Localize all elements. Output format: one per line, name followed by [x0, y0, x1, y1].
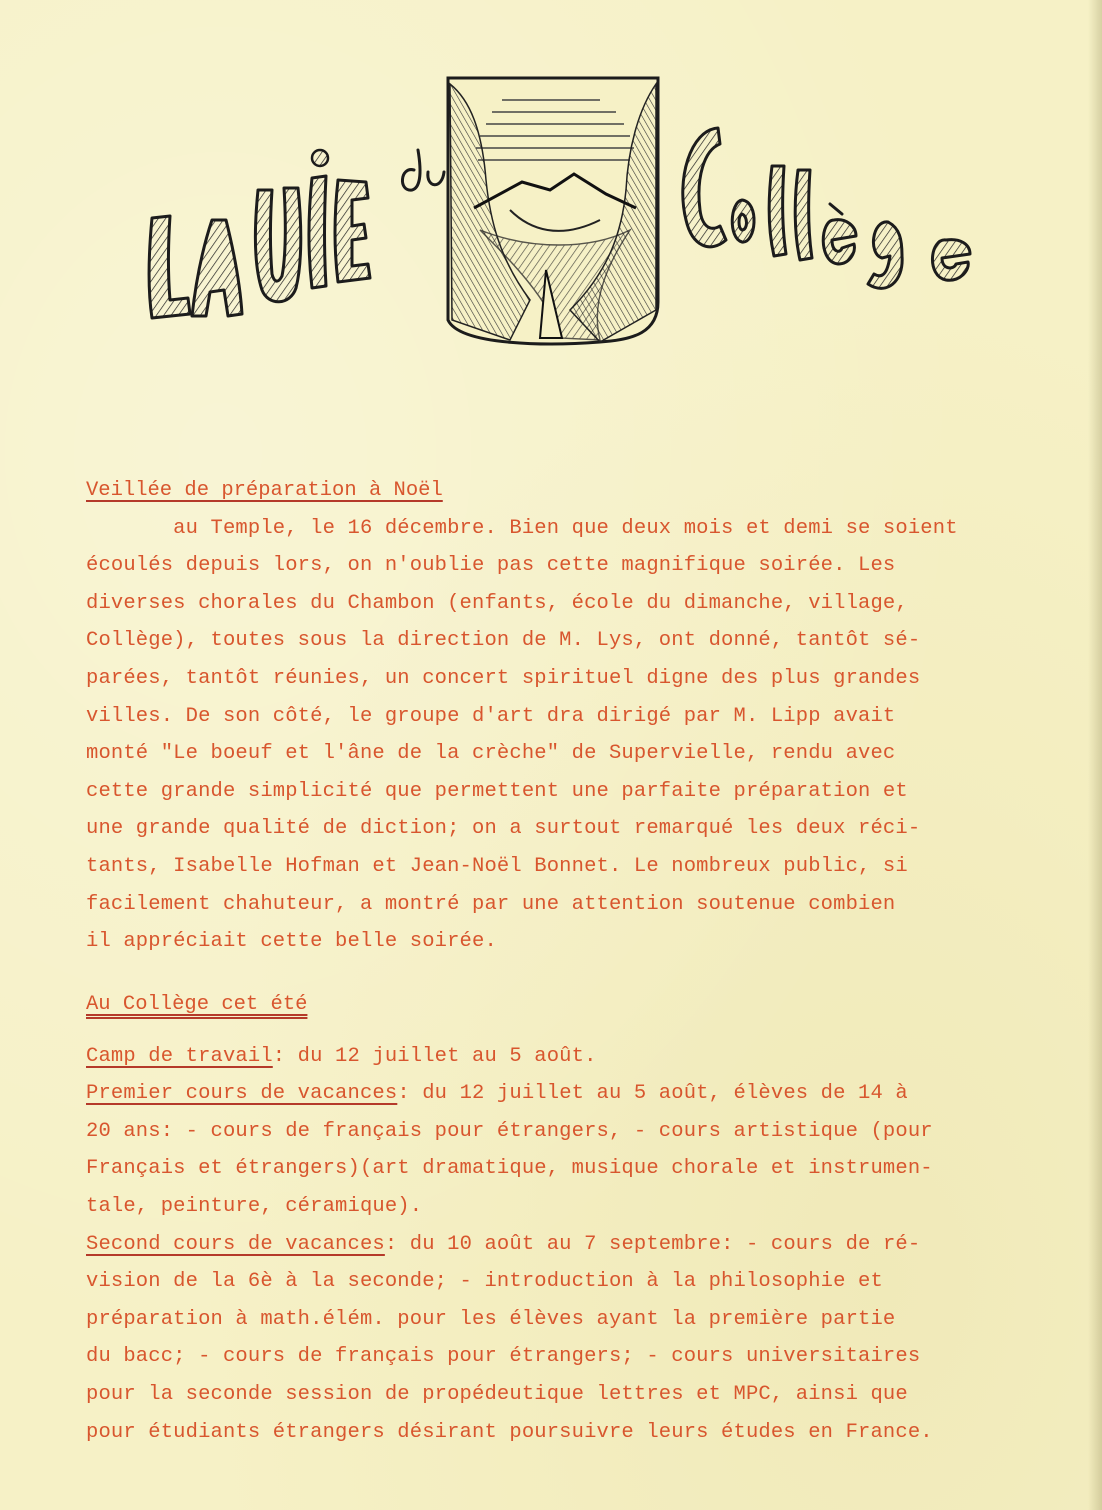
second-text: : du 10 août au 7 septembre: - cours de ré- [384, 1232, 921, 1256]
premier-line [86, 1075, 1086, 1113]
camp-text: : du 12 juillet au 5 août. [272, 1044, 597, 1068]
paragraph-line: Collège), toutes sous la direction de M. Lys, ont donné, tantôt sé- [86, 629, 921, 653]
camp-label: Camp de travail [86, 1044, 273, 1068]
page-edge-shadow [1088, 0, 1102, 1510]
premier-text: : du 12 juillet au 5 août, élèves de 14 à [397, 1082, 908, 1106]
paragraph-line: monté "Le boeuf et l'âne de la crèche" de Supervielle, rendu avec [86, 742, 896, 766]
masthead [130, 70, 1000, 360]
paragraph-line: 20 ans: - cours de français pour étrangers, - cours artistique (pour [86, 1119, 933, 1143]
section-veillee [86, 472, 1086, 961]
paragraph-line: au Temple, le 16 décembre. Bien que deux mois et demi se soient [86, 516, 958, 540]
paragraph-line: pour la seconde session de propédeutique lettres et MPC, ainsi que [86, 1382, 908, 1406]
section-heading: Au Collège cet été [86, 993, 308, 1016]
second-label: Second cours de vacances [86, 1232, 385, 1256]
masthead-title-left [149, 176, 370, 318]
masthead-du [402, 150, 444, 190]
premier-label: Premier cours de vacances [86, 1082, 398, 1106]
crest-shield [448, 78, 658, 344]
paragraph-line: pour étudiants étrangers désirant poursuivre leurs études en France. [86, 1420, 933, 1444]
masthead-drawing [130, 70, 1000, 360]
paragraph-line: cette grande simplicité que permettent une parfaite préparation et [86, 779, 908, 803]
section-college-ete [86, 986, 1086, 1451]
paragraph-line: écoulés depuis lors, on n'oublie pas cette magnifique soirée. Les [86, 554, 896, 578]
masthead-title-right [683, 128, 970, 288]
paragraph-line: il appréciait cette belle soirée. [86, 930, 497, 954]
paragraph-line: préparation à math.élém. pour les élèves ayant la première partie [86, 1307, 896, 1331]
paragraph-line: vision de la 6è à la seconde; - introduction à la philosophie et [86, 1270, 883, 1294]
paragraph-line: du bacc; - cours de français pour étrangers; - cours universitaires [86, 1345, 921, 1369]
camp-line [86, 1038, 1086, 1076]
paragraph-line: une grande qualité de diction; on a surtout remarqué les deux réci- [86, 817, 921, 841]
paragraph-line: diverses chorales du Chambon (enfants, école du dimanche, village, [86, 591, 908, 615]
paragraph-line: parées, tantôt réunies, un concert spirituel digne des plus grandes [86, 666, 921, 690]
paragraph-line: facilement chahuteur, a montré par une attention soutenue combien [86, 892, 896, 916]
paragraph-line: Français et étrangers)(art dramatique, musique chorale et instrumen- [86, 1157, 933, 1181]
paragraph-line: tants, Isabelle Hofman et Jean-Noël Bonnet. Le nombreux public, si [86, 854, 908, 878]
paragraph-line: villes. De son côté, le groupe d'art dra dirigé par M. Lipp avait [86, 704, 896, 728]
section-heading: Veillée de préparation à Noël [86, 479, 443, 502]
second-line [86, 1226, 1086, 1264]
paragraph-line: tale, peinture, céramique). [86, 1194, 423, 1218]
